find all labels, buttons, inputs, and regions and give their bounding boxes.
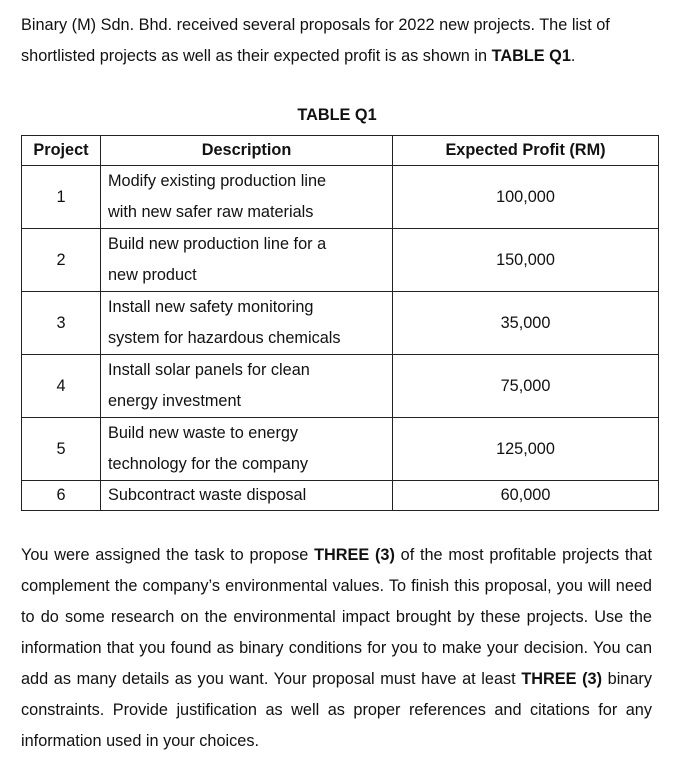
project-description — [101, 166, 393, 229]
table-row — [22, 292, 659, 355]
expected-profit: 125,000 — [393, 418, 659, 481]
task-emphasis: THREE (3) — [314, 546, 395, 564]
intro-text: Binary (M) Sdn. Bhd. received several proposals for 2022 new projects. The list of shortlisted projects as well as their expected profit is as shown in — [21, 16, 610, 65]
project-number: 1 — [22, 166, 101, 229]
intro-paragraph — [21, 10, 653, 72]
project-description — [101, 355, 393, 418]
project-number: 3 — [22, 292, 101, 355]
description-line: energy investment — [108, 392, 242, 410]
table-row — [22, 355, 659, 418]
task-emphasis: THREE (3) — [521, 670, 603, 688]
expected-profit: 75,000 — [393, 355, 659, 418]
table-row — [22, 418, 659, 481]
intro-table-ref: TABLE Q1 — [491, 47, 571, 65]
expected-profit: 35,000 — [393, 292, 659, 355]
task-text: binary constraints. Provide justification as well as proper references and citations for any information used in your choices. — [21, 670, 652, 750]
project-number: 6 — [22, 481, 101, 511]
description-line: Install solar panels for clean — [108, 361, 310, 379]
table-title: TABLE Q1 — [297, 106, 377, 124]
table-row — [22, 481, 659, 511]
task-paragraph — [21, 540, 652, 757]
task-text: You were assigned the task to propose — [21, 546, 315, 564]
description-line: Build new waste to energy — [108, 424, 299, 442]
project-description — [101, 229, 393, 292]
project-description — [101, 481, 393, 511]
project-number: 2 — [22, 229, 101, 292]
header-project: Project — [22, 136, 101, 166]
task-text: of the most profitable projects that complement the company’s environmental values. To finish this proposal, you will need to do some research on the environmental impact brought by these projects. Use the information that you found as binary conditions for you to make your decision. You can add as many details as you want. Your proposal must have at least — [21, 546, 652, 688]
project-description — [101, 418, 393, 481]
table-header-row — [22, 136, 659, 166]
description-line: Install new safety monitoring — [108, 298, 314, 316]
expected-profit: 60,000 — [393, 481, 659, 511]
description-line: Build new production line for a — [108, 235, 327, 253]
project-description — [101, 292, 393, 355]
header-description: Description — [101, 136, 393, 166]
expected-profit: 150,000 — [393, 229, 659, 292]
description-line: system for hazardous chemicals — [108, 329, 341, 347]
description-line: Subcontract waste disposal — [108, 486, 307, 504]
projects-table — [21, 135, 659, 511]
expected-profit: 100,000 — [393, 166, 659, 229]
description-line: new product — [108, 266, 197, 284]
description-line: Modify existing production line — [108, 172, 327, 190]
description-line: technology for the company — [108, 455, 309, 473]
description-line: with new safer raw materials — [108, 203, 314, 221]
header-expected-profit: Expected Profit (RM) — [393, 136, 659, 166]
table-row — [22, 229, 659, 292]
project-number: 4 — [22, 355, 101, 418]
table-row — [22, 166, 659, 229]
project-number: 5 — [22, 418, 101, 481]
intro-text-end: . — [570, 47, 576, 65]
